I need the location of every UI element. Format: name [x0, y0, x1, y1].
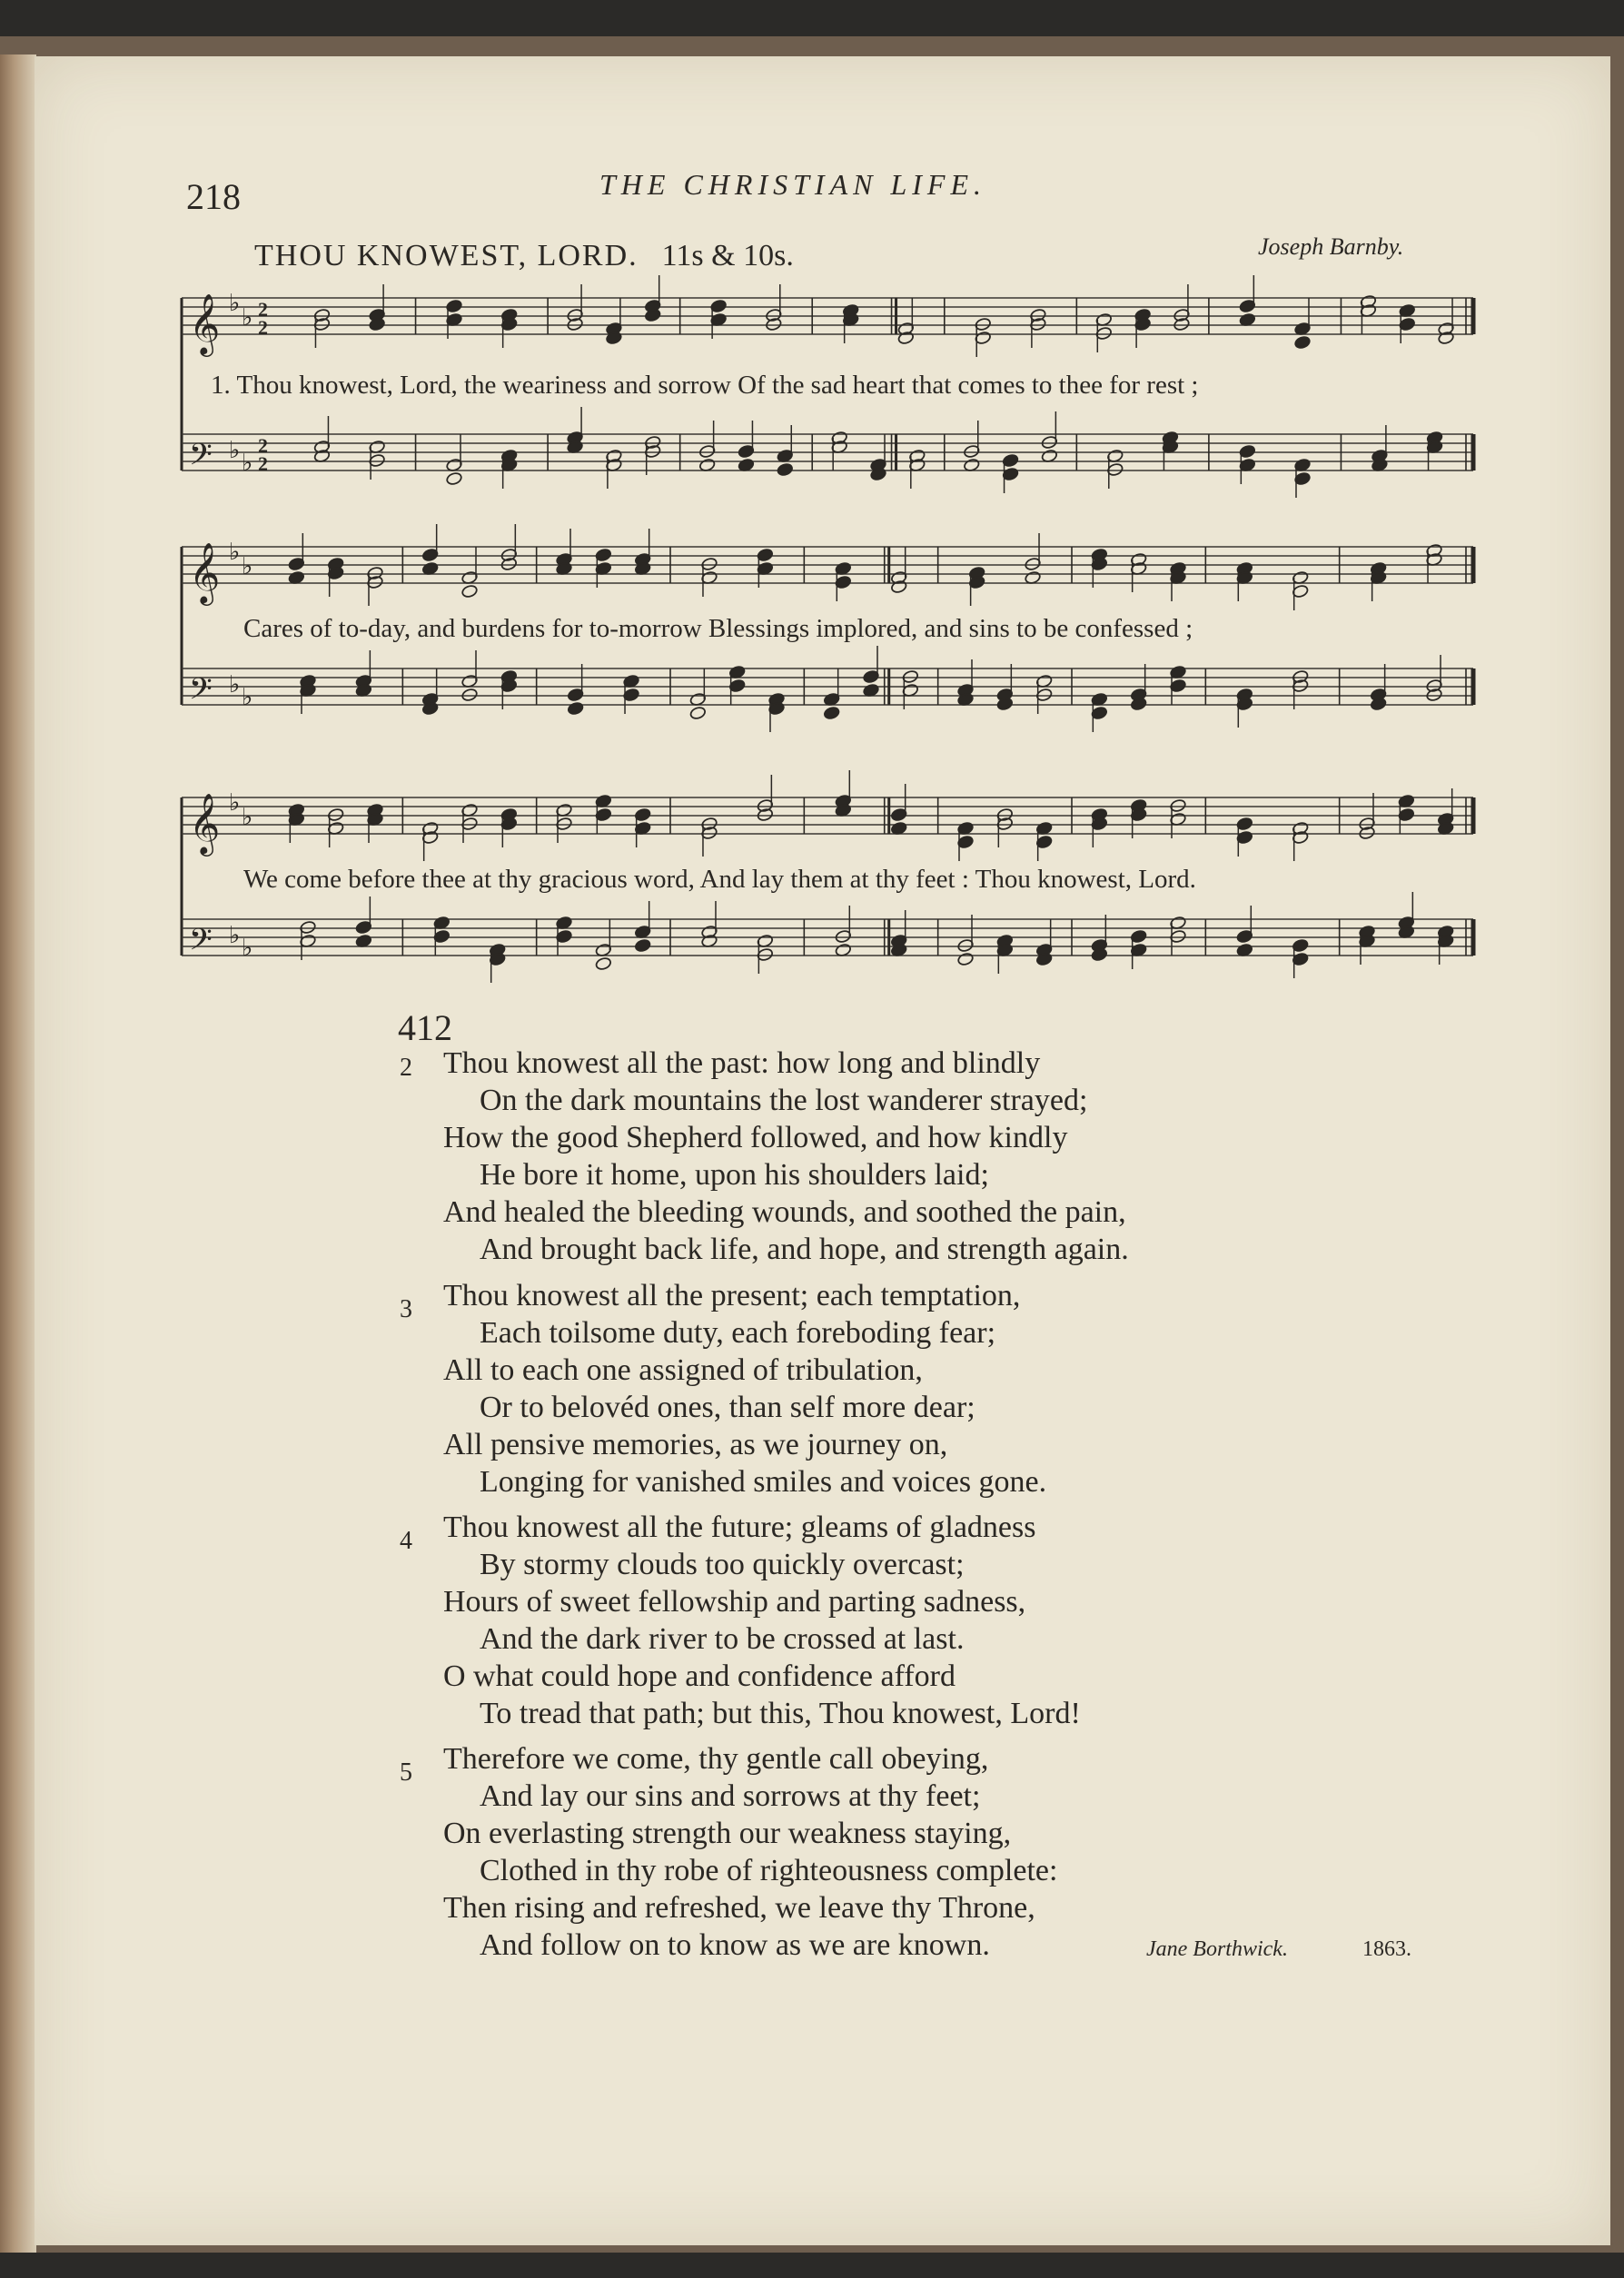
note-head [777, 462, 794, 477]
treble-clef: 𝄞 [189, 541, 221, 603]
time-sig: 2 [258, 434, 268, 457]
verse-line: Longing for vanished smiles and voices gone. [480, 1465, 1047, 1499]
music-system-2 [173, 538, 1480, 756]
note-head [567, 701, 584, 716]
verse-line: All to each one assigned of tribulation, [443, 1353, 923, 1387]
note-head [446, 471, 463, 486]
verse-line: He bore it home, upon his shoulders laid; [480, 1158, 989, 1192]
stanza-number: 2 [400, 1054, 412, 1082]
key-flat: ♭ [229, 290, 241, 316]
music-system-1 [173, 289, 1480, 507]
music-system-3 [173, 788, 1480, 1006]
verse-line: Thou knowest all the future; gleams of gladness [443, 1510, 1036, 1544]
verse-line: On everlasting strength our weakness staying, [443, 1817, 1012, 1850]
verse-line: Thou knowest all the past: how long and blindly [443, 1046, 1041, 1080]
verse-line: By stormy clouds too quickly overcast; [480, 1548, 965, 1581]
music-staff-pair [173, 538, 1480, 756]
tune-composer: Joseph Barnby. [1258, 233, 1404, 260]
key-flat: ♭ [229, 922, 241, 948]
verse-line: O what could hope and confidence afford [443, 1659, 956, 1693]
tune-title [254, 239, 794, 273]
verse-line: And follow on to know as we are known. [480, 1928, 990, 1962]
note-head [957, 952, 975, 966]
verse-line: All pensive memories, as we journey on, [443, 1428, 948, 1461]
stanza-number: 4 [400, 1527, 412, 1555]
note-head [1294, 335, 1312, 350]
hymn-year: 1863. [1362, 1937, 1411, 1961]
tune-meter: 11s & 10s. [661, 239, 794, 272]
verse-line: And the dark river to be crossed at last. [480, 1622, 965, 1656]
verse-line: To tread that path; but this, Thou knowest, Lord! [480, 1697, 1081, 1730]
time-sig: 2 [258, 298, 268, 321]
treble-clef: 𝄞 [189, 292, 221, 354]
stanza-number: 5 [400, 1758, 412, 1787]
treble-clef: 𝄞 [189, 792, 221, 854]
bass-clef: 𝄢 [189, 672, 213, 714]
hymn-author: Jane Borthwick. [1146, 1937, 1288, 1961]
key-flat: ♭ [242, 935, 253, 961]
key-flat: ♭ [242, 304, 253, 331]
key-flat: ♭ [242, 450, 253, 476]
verse-line: And healed the bleeding wounds, and soothed the pain, [443, 1195, 1126, 1229]
verse-line: Clothed in thy robe of righteousness complete: [480, 1854, 1058, 1887]
key-flat: ♭ [229, 437, 241, 463]
note-head [634, 938, 651, 953]
verse-line: Thou knowest all the present; each temptation, [443, 1279, 1021, 1312]
verse-line: Therefore we come, thy gentle call obeying, [443, 1742, 989, 1776]
verse-line: And lay our sins and sorrows at thy feet; [480, 1779, 981, 1813]
note-head [461, 584, 479, 599]
note-head [461, 688, 479, 702]
key-flat: ♭ [242, 804, 253, 830]
time-sig: 2 [258, 452, 268, 475]
verse-line: And brought back life, and hope, and strength again. [480, 1233, 1129, 1266]
note-head [823, 706, 840, 720]
key-flat: ♭ [229, 539, 241, 565]
verse-line: How the good Shepherd followed, and how kindly [443, 1121, 1068, 1154]
hymn-number: 412 [398, 1007, 452, 1048]
verse-line: Each toilsome duty, each foreboding fear; [480, 1316, 996, 1350]
bass-clef: 𝄢 [189, 923, 213, 965]
running-head: THE CHRISTIAN LIFE. [599, 168, 986, 201]
key-flat: ♭ [242, 553, 253, 579]
time-sig: 2 [258, 316, 268, 339]
lyric-line-1: 1. Thou knowest, Lord, the weariness and sorrow Of the sad heart that comes to thee for rest ; [211, 371, 1199, 400]
stanza-number: 3 [400, 1295, 412, 1323]
note-head [689, 706, 707, 720]
verse-line: Or to belovéd ones, than self more dear; [480, 1391, 975, 1424]
note-head [595, 956, 612, 971]
key-flat: ♭ [229, 789, 241, 816]
lyric-line-2: Cares of to-day, and burdens for to-morrow Blessings implored, and sins to be confessed ; [243, 614, 1193, 643]
verse-line: Then rising and refreshed, we leave thy Throne, [443, 1891, 1035, 1925]
key-flat: ♭ [229, 671, 241, 698]
verse-line: On the dark mountains the lost wanderer strayed; [480, 1084, 1088, 1117]
lyric-line-3: We come before thee at thy gracious word, And lay them at thy feet : Thou knowest, Lord. [243, 865, 1196, 894]
verse-line: Hours of sweet fellowship and parting sadness, [443, 1585, 1026, 1619]
tune-name: THOU KNOWEST, LORD. [254, 239, 639, 272]
page-number: 218 [186, 176, 241, 217]
page-edges-left [0, 54, 36, 2253]
music-staff-pair [173, 788, 1480, 1006]
bass-clef: 𝄢 [189, 438, 213, 480]
key-flat: ♭ [242, 684, 253, 710]
